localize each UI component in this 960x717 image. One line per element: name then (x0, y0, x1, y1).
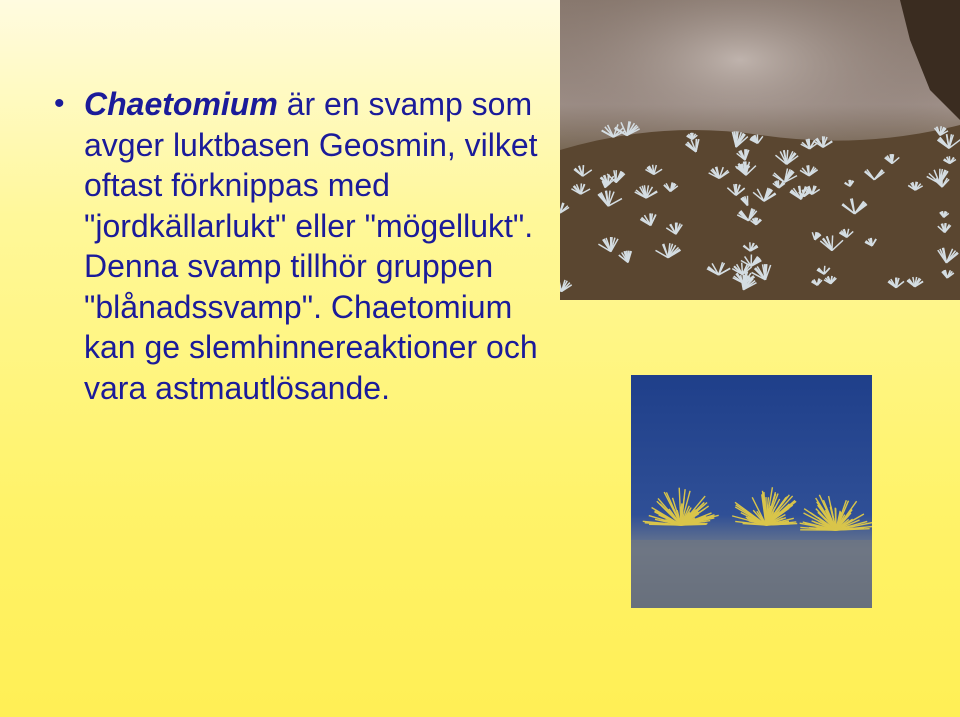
mold-photo-top (560, 0, 960, 300)
bullet-lead-term: Chaetomium (84, 86, 278, 122)
bullet-body-text: är en svamp som avger luktbasen Geosmin, vilket oftast förknippas med "jordkällarlukt" eller "mögellukt". Denna svamp tillhör gruppen "blånadssvamp". Chaetomium kan ge slemhinnereaktioner och vara astmautlösande. (84, 86, 538, 406)
bullet-paragraph (54, 84, 554, 408)
bullet-icon: • (54, 87, 65, 120)
mold-photo-bottom (631, 375, 872, 608)
